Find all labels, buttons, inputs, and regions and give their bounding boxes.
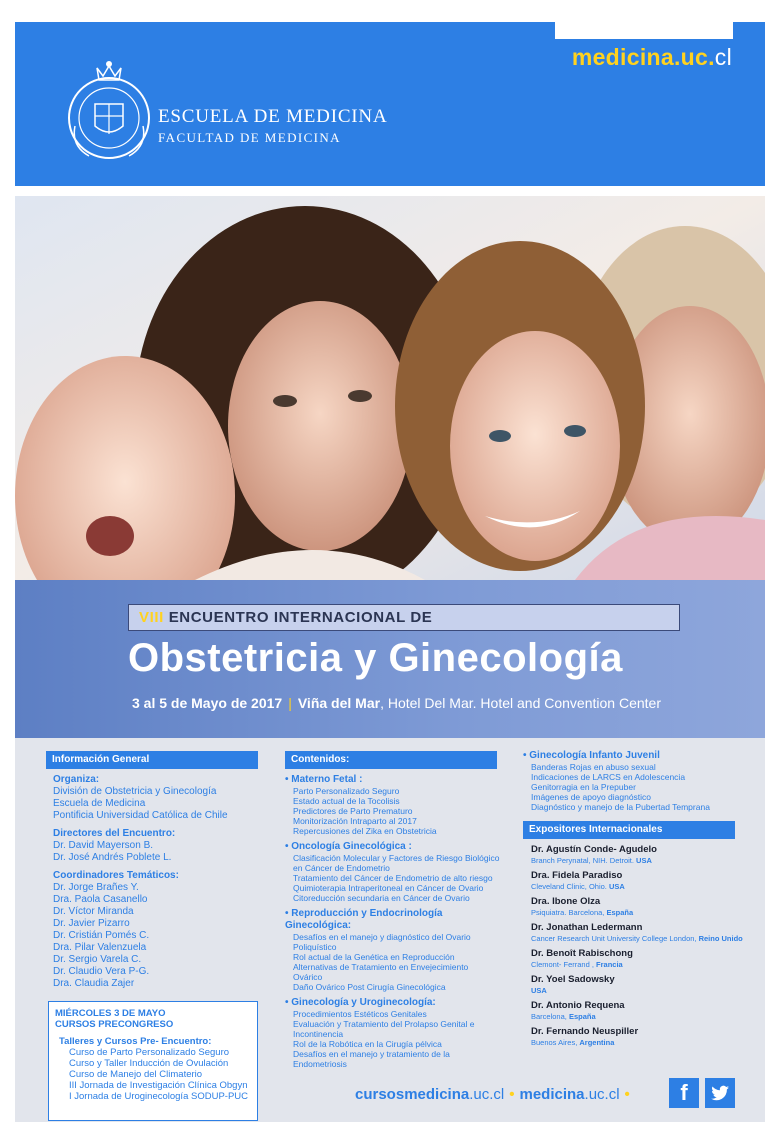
site-url[interactable]: medicina.uc.cl — [571, 44, 732, 70]
faculty-name: FACULTAD DE MEDICINA — [158, 130, 341, 145]
speaker-item: Dra. Ibone Olza Psiquiatra. Barcelona, España — [531, 896, 634, 917]
twitter-bird-icon — [705, 1078, 735, 1108]
speaker-item: Dr. Benoît Rabischong Clemont- Ferrand , Francia — [531, 948, 633, 969]
speaker-item: Dr. Yoel Sadowsky USA — [531, 974, 615, 995]
speakers-list — [531, 844, 751, 1052]
event-date-venue: 3 al 5 de Mayo de 2017 | Viña del Mar, Hotel Del Mar. Hotel and Convention Center — [132, 695, 661, 711]
precongress-box: MIÉRCOLES 3 DE MAYO CURSOS PRECONGRESO Talleres y Cursos Pre- Encuentro: Curso de Parto Personalizado Seguro Curso y Taller Inducción de Ovulación Curso de Manejo del Climaterio III Jornada de Investigación Clínica Obgyn I Jornada de Uroginecología SODUP-PUC — [48, 1001, 258, 1121]
topic-materno-fetal: • Materno Fetal : Parto Personalizado Seguro Estado actual de la Tocolisis Predictores de Parto Prematuro Monitorización Intraparto al 2017 Repercusiones del Zika en Obstetricia — [285, 774, 505, 836]
facebook-icon[interactable]: f — [669, 1078, 699, 1108]
medicina-link[interactable]: medicina.uc.cl — [519, 1086, 620, 1103]
event-title: Obstetricia y Ginecología — [128, 636, 623, 680]
twitter-icon[interactable] — [705, 1078, 735, 1108]
cursosmedicina-link[interactable]: cursosmedicina.uc.cl — [355, 1086, 505, 1103]
school-name: ESCUELA DE MEDICINA — [158, 106, 388, 127]
speakers-tab: Expositores Internacionales — [523, 821, 735, 839]
general-info-tab: Información General — [46, 751, 258, 769]
university-seal-logo — [65, 56, 153, 164]
info-section — [15, 738, 765, 1122]
family-portrait-photo — [15, 196, 765, 580]
hero-family-photo — [15, 196, 765, 580]
topic-infanto-juvenil: • Ginecología Infanto Juvenil Banderas Rojas en abuso sexual Indicaciones de LARCS en Adolescencia Genitorragia en la Prepuber Imágenes de apoyo diagnóstico Diagnóstico y manejo de la Pubertad Temprana — [523, 750, 748, 812]
contents-column — [285, 774, 505, 1074]
edition-heading: VIII ENCUENTRO INTERNACIONAL DE — [128, 604, 680, 631]
url-tab — [555, 22, 733, 39]
topic-uroginecologia: • Ginecología y Uroginecología: Procedimientos Estéticos Genitales Evaluación y Tratamiento del Prolapso Genital e Incontinencia Rol de la Robótica en la Cirugía pélvica Desafíos en el manejo y tratamiento de la Endometriosis — [285, 997, 505, 1069]
speaker-item: Dr. Jonathan Ledermann Cancer Research Unit University College London, Reino Unido — [531, 922, 743, 943]
contents-tab: Contenidos: — [285, 751, 497, 769]
speaker-item: Dr. Fernando Neuspiller Buenos Aires, Argentina — [531, 1026, 639, 1047]
event-banner — [15, 580, 765, 738]
speaker-item: Dr. Agustín Conde- Agudelo Branch Perynatal, NIH. Detroit. USA — [531, 844, 657, 865]
general-info-column: Organiza: División de Obstetricia y Ginecología Escuela de Medicina Pontificia Universidad Católica de Chile Directores del Encuentro: Dr. David Mayerson B. Dr. José Andrés Poblete L. Coordinadores Temáticos: Dr. Jorge Brañes Y. Dra. Paola Casanello Dr. Víctor Miranda Dr. Javier Pizarro Dr. Cristián Pomés C. Dra. Pilar Valenzuela Dr. Sergio Varela C. Dr. Claudio Vera P-G. Dra. Claudia Zajer — [53, 774, 228, 989]
footer-links: cursosmedicina.uc.cl • medicina.uc.cl • — [355, 1086, 630, 1103]
speaker-item: Dr. Antonio Requena Barcelona, España — [531, 1000, 625, 1021]
topic-oncologia: • Oncología Ginecológica : Clasificación Molecular y Factores de Riesgo Biológico en Cáncer de Endometrio Tratamiento del Cáncer de Endometrio de alto riesgo Quimioterapia Intraperitoneal en Cáncer de Ovario Citoreducción secundaria en Cáncer de Ovario — [285, 841, 505, 903]
school-name-block — [158, 106, 387, 146]
header-bar — [15, 22, 765, 186]
speaker-item: Dra. Fidela Paradiso Cleveland Clinic, Ohio. USA — [531, 870, 625, 891]
topic-reproduccion: • Reproducción y Endocrinología Ginecológica: Desafíos en el manejo y diagnóstico del Ovario Poliquístico Rol actual de la Genética en Reproducción Alternativas de Tratamiento en Envejecimiento Ovárico Daño Ovárico Post Cirugía Ginecológica — [285, 908, 505, 992]
